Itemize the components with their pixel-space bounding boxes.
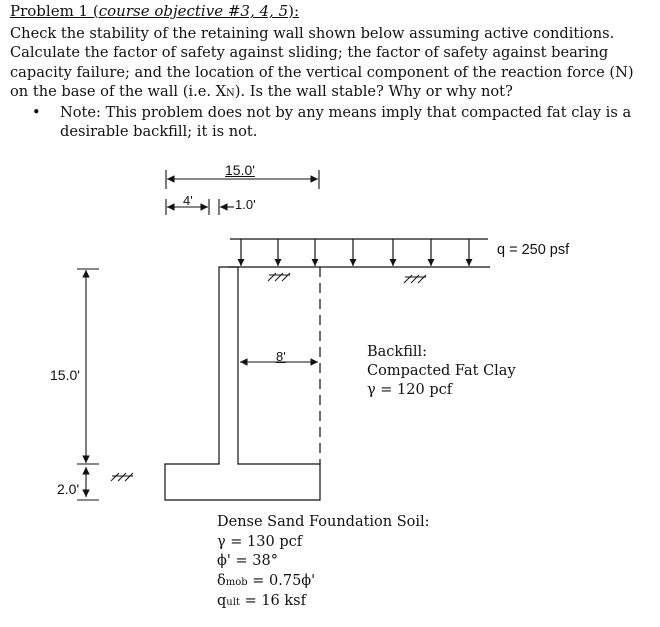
title-suffix: ): — [288, 2, 300, 20]
title-prefix: Problem 1 ( — [10, 2, 99, 20]
note-text: Note: This problem does not by any means imply that compacted fat clay is a desirable backfill; it is not. — [60, 104, 632, 141]
dim-toe-label: 4' — [183, 193, 193, 208]
dim-wall-height-label: 15.0' — [50, 367, 80, 383]
foundation-delta: δmob = 0.75ϕ' — [217, 572, 316, 589]
dim-base-thickness-label: 2.0' — [57, 481, 80, 497]
dim-base-width-label: 15.0' — [225, 162, 255, 178]
backfill-title: Backfill: — [367, 344, 428, 360]
title-italic: course objective #3, 4, 5 — [98, 2, 289, 20]
surcharge-arrows — [241, 239, 469, 266]
backfill-info — [367, 343, 516, 400]
wall-outline — [165, 267, 320, 500]
foundation-qult: qult = 16 ksf — [217, 593, 306, 609]
statement-text: Check the stability of the retaining wall shown below assuming active conditions. Calculate the factor of safety against sliding; the factor of safety against bearing capacity failure; and the location of the vertical component of the reaction force (N) on the base of the wall (i.e. X — [10, 25, 634, 100]
backfill-unit-weight: γ = 120 pcf — [367, 382, 453, 398]
statement-end: ). Is the wall stable? Why or why not? — [234, 82, 513, 100]
dim-stem-label: 1.0' — [235, 197, 256, 212]
surcharge-label: q = 250 psf — [497, 242, 570, 258]
backfill-material: Compacted Fat Clay — [367, 363, 516, 379]
foundation-title: Dense Sand Foundation Soil: — [217, 514, 430, 530]
dim-heel-label: 8' — [276, 349, 286, 364]
bullet-icon: • — [32, 104, 41, 121]
foundation-friction-angle: ϕ' = 38° — [217, 553, 278, 569]
foundation-info — [217, 513, 430, 613]
statement-subscript: N — [226, 87, 235, 99]
foundation-unit-weight: γ = 130 pcf — [217, 533, 303, 550]
